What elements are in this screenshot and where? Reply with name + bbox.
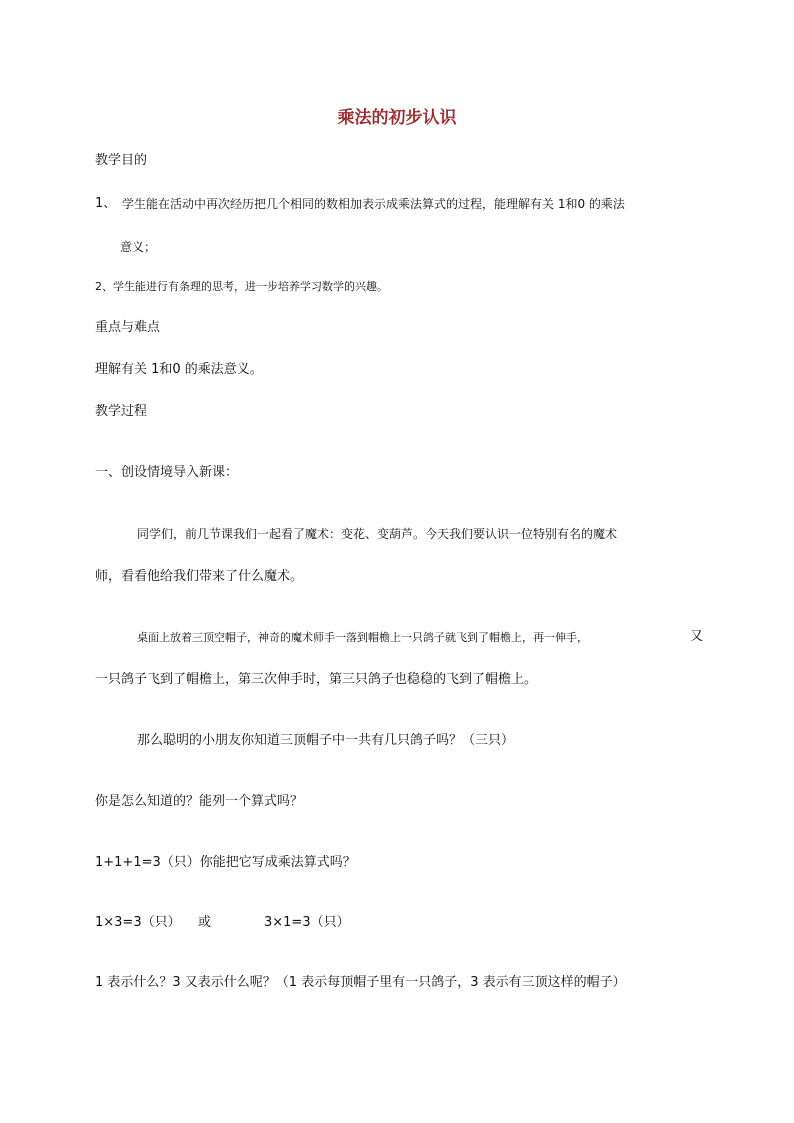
section-1-heading: 一、创设情境导入新课：: [95, 465, 239, 480]
multiplication-equation-2: 3×1=3（只）: [264, 915, 350, 930]
paragraph-1-line-1: 同学们，前几节课我们一起看了魔术：变花、变葫芦。今天我们要认识一位特别有名的魔术: [137, 527, 618, 541]
document-title: 乘法的初步认识: [337, 108, 457, 128]
or-connector: 或: [198, 915, 212, 930]
goal-1-text-continued: 意义；: [120, 240, 157, 254]
question-count-pigeons: 那么聪明的小朋友你知道三顶帽子中一共有几只鸽子吗？（三只）: [137, 733, 515, 748]
paragraph-2-line-1-end: 又: [690, 629, 704, 644]
question-how-know: 你是怎么知道的？能列一个算式吗？: [95, 794, 304, 809]
goal-1-text: 学生能在活动中再次经历把几个相同的数相加表示成乘法算式的过程，能理解有关 1和0 的乘法: [122, 197, 625, 211]
heading-teaching-process: 教学过程: [95, 404, 148, 419]
paragraph-2-line-2: 一只鸽子飞到了帽檐上，第三次伸手时，第三只鸽子也稳稳的飞到了帽檐上。: [95, 672, 538, 687]
heading-key-points: 重点与难点: [95, 320, 161, 335]
paragraph-1-line-2: 师，看看他给我们带来了什么魔术。: [95, 569, 304, 584]
heading-teaching-goals: 教学目的: [95, 153, 148, 168]
goal-2-text: 2、学生能进行有条理的思考，进一步培养学习数学的兴趣。: [95, 280, 388, 293]
meaning-question: 1 表示什么？3 又表示什么呢？（1 表示每顶帽子里有一只鸽子，3 表示有三顶这样的帽子）: [95, 975, 626, 990]
key-points-text: 理解有关 1和0 的乘法意义。: [95, 362, 263, 377]
paragraph-2-line-1: 桌面上放着三顶空帽子，神奇的魔术师手一落到帽檐上一只鸽子就飞到了帽檐上，再一伸手，: [137, 631, 588, 644]
goal-1-number: 1、: [95, 196, 117, 211]
addition-equation: 1+1+1=3（只）你能把它写成乘法算式吗？: [95, 855, 356, 870]
multiplication-equation-1: 1×3=3（只）: [95, 915, 181, 930]
